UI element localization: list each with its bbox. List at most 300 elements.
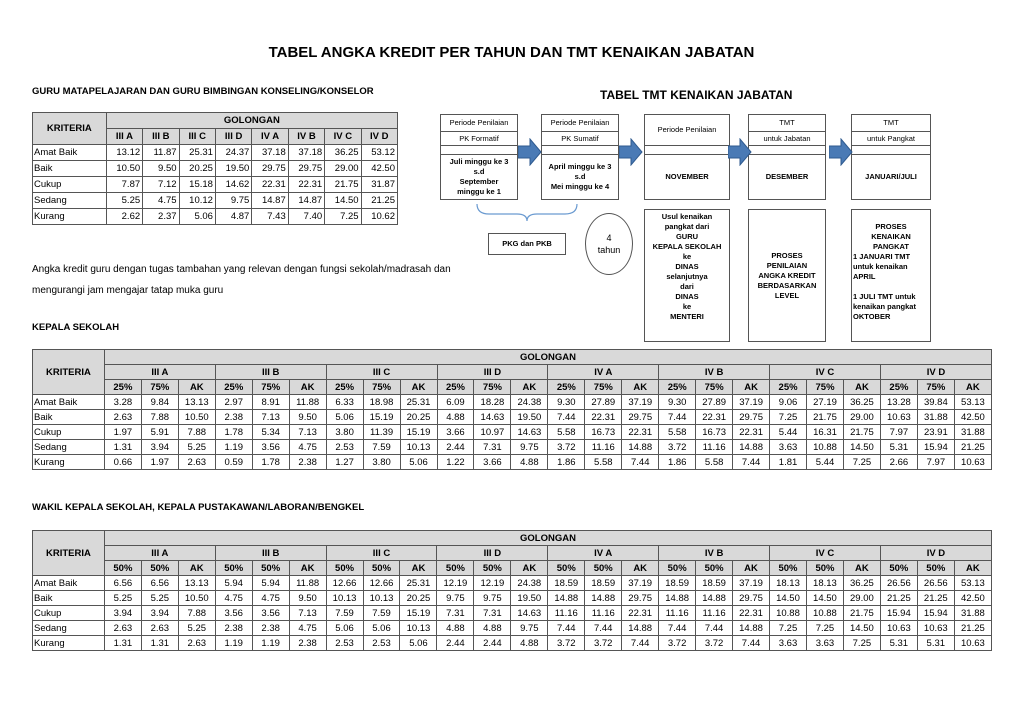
table-cell: 10.13 (400, 440, 437, 455)
guru-col-header: III C (179, 129, 215, 145)
table-cell: 10.63 (954, 636, 991, 651)
kepsek-sub-header: 25% (880, 380, 917, 395)
table-cell: 27.89 (696, 395, 733, 410)
table-cell: 22.31 (622, 606, 659, 621)
table-cell: 29.75 (252, 161, 288, 177)
table-cell: 5.06 (326, 621, 363, 636)
table-cell: 7.59 (363, 440, 400, 455)
page-title: TABEL ANGKA KREDIT PER TAHUN DAN TMT KENAIKAN JABATAN (268, 44, 755, 61)
table-cell: 1.31 (104, 440, 141, 455)
table-cell: 3.72 (659, 636, 696, 651)
table-cell: 7.44 (733, 455, 770, 470)
table-cell: 13.13 (178, 576, 215, 591)
table-cell: 15.19 (363, 410, 400, 425)
wakasek-sub-header: AK (511, 561, 548, 576)
table-cell: 14.63 (511, 425, 548, 440)
guru-note-line1: Angka kredit guru dengan tugas tambahan yang relevan dengan fungsi sekolah/madrasah dan (32, 264, 451, 275)
row-label: Cukup (33, 425, 105, 440)
table-cell: 11.16 (585, 606, 622, 621)
kepsek-sub-header: 25% (548, 380, 585, 395)
table-cell: 24.38 (511, 576, 548, 591)
kepsek-group-header: III B (215, 365, 326, 380)
table-cell: 22.31 (622, 425, 659, 440)
table-cell: 3.56 (252, 606, 289, 621)
kepsek-sub-header: AK (400, 380, 437, 395)
table-cell: 15.94 (880, 606, 917, 621)
table-cell: 5.25 (106, 193, 142, 209)
table-cell: 4.75 (289, 440, 326, 455)
table-cell: 9.75 (474, 591, 511, 606)
table-cell: 53.13 (954, 576, 991, 591)
table-cell: 14.87 (288, 193, 324, 209)
box-line: kenaikan pangkat (853, 302, 916, 311)
table-cell: 7.44 (585, 621, 622, 636)
table-cell: 9.30 (659, 395, 696, 410)
table-cell: 19.50 (511, 591, 548, 606)
table-row (33, 606, 992, 621)
table-cell: 5.31 (880, 440, 917, 455)
wakasek-group-header: IV D (880, 546, 991, 561)
circle-number: 4 (606, 233, 612, 243)
kepsek-sub-header: AK (178, 380, 215, 395)
table-cell: 5.94 (252, 576, 289, 591)
table-cell: 21.25 (954, 621, 991, 636)
table-cell: 9.50 (289, 591, 326, 606)
table-cell: 37.19 (622, 576, 659, 591)
table-cell: 7.43 (252, 209, 288, 225)
table-cell: 27.19 (807, 395, 844, 410)
table-cell: 21.25 (954, 440, 991, 455)
table-cell: 39.84 (917, 395, 954, 410)
table-cell: 3.80 (326, 425, 363, 440)
table-cell: 14.50 (770, 591, 807, 606)
table-cell: 18.28 (474, 395, 511, 410)
table-cell: 10.88 (806, 606, 843, 621)
tmt-col5-header1: TMT (851, 114, 931, 132)
tmt-col1-header2: PK Formatif (440, 131, 518, 146)
kepsek-sub-header: AK (843, 380, 880, 395)
guru-col-header: IV A (252, 129, 288, 145)
kepsek-sub-header: 75% (917, 380, 954, 395)
table-cell: 9.75 (511, 440, 548, 455)
table-row (33, 440, 992, 455)
table-cell: 22.31 (696, 410, 733, 425)
tmt-col3-header: Periode Penilaian (644, 114, 730, 146)
table-row (33, 177, 398, 193)
table-cell: 1.31 (104, 636, 141, 651)
table-cell: 10.50 (178, 591, 215, 606)
table-cell: 7.87 (106, 177, 142, 193)
table-cell: 6.56 (141, 576, 178, 591)
wakasek-sub-header: 50% (474, 561, 511, 576)
table-cell: 2.66 (880, 455, 917, 470)
table-cell: 37.18 (252, 145, 288, 161)
table-cell: 14.87 (252, 193, 288, 209)
wakasek-sub-header: AK (178, 561, 215, 576)
table-cell: 27.89 (585, 395, 622, 410)
table-cell: 3.94 (104, 606, 141, 621)
table-cell: 11.16 (585, 440, 622, 455)
kepsek-sub-header: 75% (141, 380, 178, 395)
table-cell: 5.06 (179, 209, 215, 225)
table-cell: 7.44 (659, 410, 696, 425)
table-cell: 25.31 (400, 576, 437, 591)
kepsek-sub-header: 25% (770, 380, 807, 395)
table-cell: 0.59 (215, 455, 252, 470)
kepsek-sub-header: 75% (807, 380, 844, 395)
table-cell: 19.50 (511, 410, 548, 425)
table-cell: 9.84 (141, 395, 178, 410)
row-label: Baik (33, 410, 105, 425)
kepsek-group-header: III D (437, 365, 548, 380)
table-cell: 2.63 (104, 410, 141, 425)
table-cell: 10.50 (178, 410, 215, 425)
kepsek-heading: KEPALA SEKOLAH (32, 322, 120, 333)
kepsek-group-header: IV D (880, 365, 991, 380)
table-cell: 11.16 (659, 606, 696, 621)
kepsek-sub-header: 75% (474, 380, 511, 395)
table-cell: 15.19 (400, 606, 437, 621)
table-cell: 29.75 (288, 161, 324, 177)
table-cell: 3.72 (659, 440, 696, 455)
kepsek-sub-header: AK (511, 380, 548, 395)
table-row (33, 209, 398, 225)
table-cell: 2.37 (143, 209, 179, 225)
table-cell: 2.44 (437, 636, 474, 651)
table-cell: 20.25 (179, 161, 215, 177)
table-cell: 24.38 (511, 395, 548, 410)
table-cell: 7.25 (806, 621, 843, 636)
table-cell: 12.19 (474, 576, 511, 591)
table-row (33, 425, 992, 440)
table-cell: 4.88 (437, 410, 474, 425)
kepsek-group-header: III C (326, 365, 437, 380)
wakasek-sub-header: AK (400, 561, 437, 576)
table-cell: 5.31 (917, 636, 954, 651)
table-cell: 1.22 (437, 455, 474, 470)
circle-unit: tahun (597, 245, 621, 255)
table-cell: 36.25 (843, 395, 880, 410)
box-line: PROSES (771, 250, 803, 260)
guru-note-line2: mengurangi jam mengajar tatap muka guru (32, 285, 224, 296)
table-cell: 7.44 (548, 621, 585, 636)
table-cell: 4.87 (215, 209, 251, 225)
table-cell: 15.94 (917, 440, 954, 455)
table-cell: 29.75 (622, 410, 659, 425)
table-cell: 16.31 (807, 425, 844, 440)
wakasek-sub-header: 50% (806, 561, 843, 576)
table-cell: 2.44 (437, 440, 474, 455)
row-label: Cukup (33, 606, 105, 621)
kepsek-sub-header: 75% (252, 380, 289, 395)
table-cell: 31.88 (954, 425, 991, 440)
tmt-col2-body: April minggu ke 3 s.d Mei minggu ke 4 (541, 154, 619, 200)
table-cell: 7.12 (143, 177, 179, 193)
table-cell: 42.50 (954, 410, 991, 425)
table-cell: 10.13 (400, 621, 437, 636)
table-cell: 2.38 (215, 410, 252, 425)
table-cell: 3.56 (215, 606, 252, 621)
wakasek-golongan-header: GOLONGAN (104, 531, 991, 546)
table-cell: 9.30 (548, 395, 585, 410)
table-row (33, 576, 992, 591)
table-cell: 2.63 (178, 455, 215, 470)
table-row (33, 395, 992, 410)
table-cell: 3.72 (548, 440, 585, 455)
table-cell: 3.80 (363, 455, 400, 470)
table-cell: 29.75 (622, 591, 659, 606)
table-cell: 14.88 (733, 621, 770, 636)
tmt-col5-header2: untuk Pangkat (851, 131, 931, 146)
table-cell: 37.18 (288, 145, 324, 161)
wakasek-sub-header: AK (733, 561, 770, 576)
table-cell: 1.27 (326, 455, 363, 470)
box-line: OKTOBER (853, 312, 891, 321)
table-cell: 4.75 (289, 621, 326, 636)
table-cell: 7.97 (917, 455, 954, 470)
box-line: MENTERI (670, 312, 704, 321)
wakasek-group-header: III C (326, 546, 437, 561)
table-cell: 26.56 (917, 576, 954, 591)
table-cell: 11.88 (289, 395, 326, 410)
table-cell: 3.63 (806, 636, 843, 651)
wakasek-group-header: IV A (548, 546, 659, 561)
table-cell: 7.44 (696, 621, 733, 636)
right-arrow-icon (518, 138, 542, 166)
tmt-col4-header2: untuk Jabatan (748, 131, 826, 146)
kepsek-sub-header: AK (289, 380, 326, 395)
table-cell: 10.13 (363, 591, 400, 606)
table-cell: 13.28 (880, 395, 917, 410)
table-cell: 14.88 (622, 440, 659, 455)
table-cell: 18.59 (548, 576, 585, 591)
wakasek-sub-header: 50% (659, 561, 696, 576)
table-cell: 7.31 (437, 606, 474, 621)
table-cell: 14.88 (659, 591, 696, 606)
table-cell: 7.44 (733, 636, 770, 651)
table-cell: 3.72 (585, 636, 622, 651)
table-cell: 26.56 (880, 576, 917, 591)
table-cell: 3.72 (548, 636, 585, 651)
table-cell: 5.58 (585, 455, 622, 470)
box-line: ke (682, 252, 692, 261)
wakasek-sub-header: 50% (880, 561, 917, 576)
table-cell: 18.98 (363, 395, 400, 410)
tmt-col2-header1: Periode Penilaian (541, 114, 619, 132)
box-line: APRIL (853, 272, 876, 281)
guru-table (32, 112, 398, 225)
wakasek-sub-header: 50% (252, 561, 289, 576)
table-cell: 13.12 (106, 145, 142, 161)
kepsek-sub-header: 75% (585, 380, 622, 395)
table-cell: 42.50 (954, 591, 991, 606)
table-row (33, 636, 992, 651)
guru-col-header: III B (143, 129, 179, 145)
table-cell: 2.63 (104, 621, 141, 636)
wakasek-table (32, 530, 992, 651)
table-cell: 7.31 (474, 606, 511, 621)
table-cell: 7.59 (363, 606, 400, 621)
table-cell: 5.91 (141, 425, 178, 440)
wakasek-group-header: IV B (659, 546, 770, 561)
table-cell: 4.88 (474, 621, 511, 636)
table-cell: 5.06 (363, 621, 400, 636)
row-label: Cukup (33, 177, 107, 193)
table-cell: 22.31 (733, 606, 770, 621)
table-cell: 14.63 (474, 410, 511, 425)
table-row (33, 145, 398, 161)
table-cell: 10.13 (326, 591, 363, 606)
table-cell: 5.25 (141, 591, 178, 606)
table-cell: 9.50 (143, 161, 179, 177)
box-line: PENILAIAN (766, 260, 808, 270)
table-cell: 18.13 (770, 576, 807, 591)
wakasek-group-header: III A (104, 546, 215, 561)
box-line: 1 JANUARI TMT (853, 252, 911, 261)
wakasek-sub-header: 50% (917, 561, 954, 576)
table-cell: 7.31 (474, 440, 511, 455)
table-row (33, 621, 992, 636)
table-cell: 10.88 (807, 440, 844, 455)
row-label: Sedang (33, 621, 105, 636)
table-cell: 11.39 (363, 425, 400, 440)
table-cell: 15.19 (400, 425, 437, 440)
table-cell: 11.88 (289, 576, 326, 591)
table-cell: 8.91 (252, 395, 289, 410)
tmt-col5-body: JANUARI/JULI (851, 154, 931, 200)
table-cell: 14.88 (622, 621, 659, 636)
table-cell: 5.25 (178, 440, 215, 455)
table-cell: 3.63 (770, 636, 807, 651)
tmt-col1-header1: Periode Penilaian (440, 114, 518, 132)
usul-kenaikan-box (644, 209, 730, 342)
table-cell: 13.13 (178, 395, 215, 410)
table-cell: 20.25 (400, 410, 437, 425)
table-row (33, 193, 398, 209)
table-cell: 2.44 (474, 636, 511, 651)
table-cell: 6.09 (437, 395, 474, 410)
kepsek-sub-header: 25% (437, 380, 474, 395)
table-cell: 36.25 (325, 145, 361, 161)
right-arrow-icon (728, 138, 752, 166)
guru-col-header: IV D (361, 129, 397, 145)
table-cell: 14.50 (806, 591, 843, 606)
table-cell: 1.97 (141, 455, 178, 470)
table-cell: 5.06 (400, 455, 437, 470)
table-cell: 10.63 (880, 410, 917, 425)
wakasek-sub-header: 50% (696, 561, 733, 576)
kepsek-sub-header: AK (622, 380, 659, 395)
guru-heading: GURU MATAPELAJARAN DAN GURU BIMBINGAN KONSELING/KONSELOR (32, 86, 374, 97)
wakasek-sub-header: AK (843, 561, 880, 576)
table-cell: 36.25 (843, 576, 880, 591)
kepsek-kriteria-header: KRITERIA (33, 350, 105, 395)
table-cell: 4.75 (215, 591, 252, 606)
table-cell: 7.44 (548, 410, 585, 425)
table-cell: 1.19 (215, 636, 252, 651)
table-cell: 18.13 (806, 576, 843, 591)
table-cell: 7.25 (843, 636, 880, 651)
row-label: Amat Baik (33, 145, 107, 161)
guru-col-header: IV C (325, 129, 361, 145)
wakasek-sub-header: AK (954, 561, 991, 576)
guru-golongan-header: GOLONGAN (106, 113, 397, 129)
table-cell: 21.25 (917, 591, 954, 606)
box-line: ke (682, 302, 692, 311)
wakasek-sub-header: 50% (104, 561, 141, 576)
table-cell: 10.88 (770, 606, 807, 621)
table-cell: 5.94 (215, 576, 252, 591)
table-cell: 2.63 (141, 621, 178, 636)
table-cell: 7.44 (622, 455, 659, 470)
table-cell: 7.44 (622, 636, 659, 651)
tmt-col4-header1: TMT (748, 114, 826, 132)
kepsek-sub-header: 75% (696, 380, 733, 395)
table-cell: 37.19 (622, 395, 659, 410)
table-cell: 1.97 (104, 425, 141, 440)
table-cell: 4.88 (511, 455, 548, 470)
table-cell: 1.86 (659, 455, 696, 470)
table-row (33, 455, 992, 470)
table-cell: 29.00 (325, 161, 361, 177)
kepsek-sub-header: 25% (215, 380, 252, 395)
table-cell: 12.19 (437, 576, 474, 591)
wakasek-heading: WAKIL KEPALA SEKOLAH, KEPALA PUSTAKAWAN/LABORAN/BENGKEL (32, 502, 365, 513)
table-cell: 7.25 (843, 455, 880, 470)
table-cell: 14.63 (511, 606, 548, 621)
table-cell: 2.63 (178, 636, 215, 651)
box-line: LEVEL (774, 290, 800, 300)
kepsek-group-header: IV C (770, 365, 881, 380)
pkg-pkb-box: PKG dan PKB (488, 233, 566, 255)
table-cell: 14.88 (585, 591, 622, 606)
table-cell: 37.19 (733, 576, 770, 591)
table-cell: 22.31 (733, 425, 770, 440)
table-cell: 31.87 (361, 177, 397, 193)
box-line: PANGKAT (873, 242, 909, 251)
table-cell: 7.13 (289, 425, 326, 440)
table-cell: 3.28 (104, 395, 141, 410)
table-cell: 11.16 (548, 606, 585, 621)
wakasek-sub-header: 50% (363, 561, 400, 576)
wakasek-sub-header: 50% (141, 561, 178, 576)
table-cell: 9.75 (511, 621, 548, 636)
table-cell: 25.31 (400, 395, 437, 410)
kepsek-sub-header: AK (733, 380, 770, 395)
table-cell: 22.31 (585, 410, 622, 425)
box-line: selanjutnya (666, 272, 708, 281)
table-cell: 31.88 (917, 410, 954, 425)
wakasek-sub-header: 50% (215, 561, 252, 576)
box-line: ANGKA KREDIT (758, 270, 816, 280)
table-cell: 5.25 (178, 621, 215, 636)
row-label: Kurang (33, 636, 105, 651)
box-line: KEPALA SEKOLAH (652, 242, 722, 251)
table-cell: 2.38 (215, 621, 252, 636)
table-cell: 1.81 (770, 455, 807, 470)
table-cell: 29.75 (733, 591, 770, 606)
table-row (33, 161, 398, 177)
table-cell: 3.66 (474, 455, 511, 470)
table-cell: 11.16 (696, 606, 733, 621)
table-cell: 2.53 (326, 636, 363, 651)
table-cell: 7.13 (252, 410, 289, 425)
table-cell: 0.66 (104, 455, 141, 470)
table-cell: 42.50 (361, 161, 397, 177)
table-cell: 10.97 (474, 425, 511, 440)
table-cell: 7.59 (326, 606, 363, 621)
table-cell: 7.44 (659, 621, 696, 636)
